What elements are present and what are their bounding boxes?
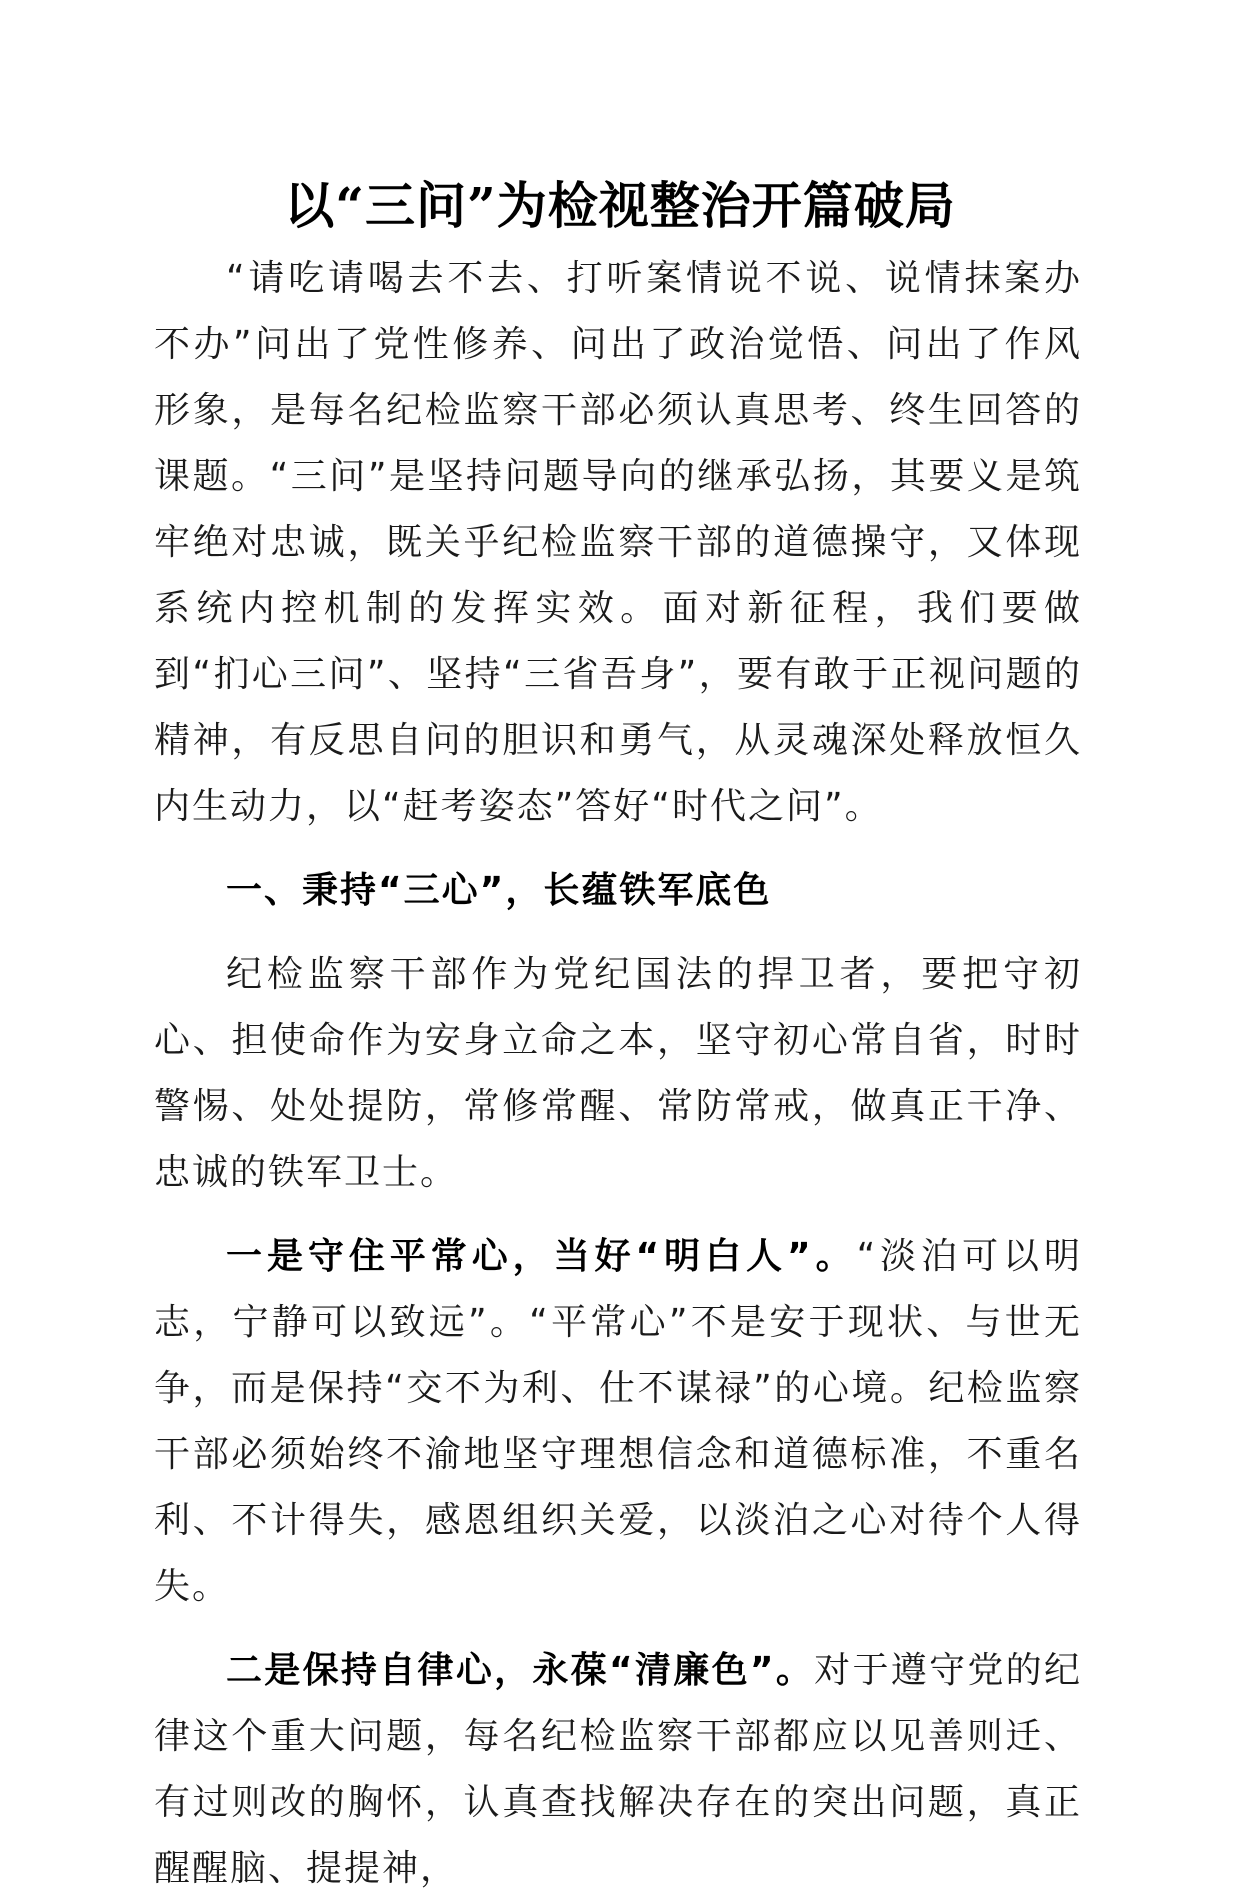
document-body: [154, 246, 1082, 1902]
section-heading-1: 一、秉持“三心”，长蕴铁军底色: [226, 870, 772, 911]
point-1-text: “淡泊可以明志，宁静可以致远”。“平常心”不是安于现状、与世无争，而是保持“交不为利、仕不谋禄”的心境。纪检监察干部必须始终不渝地坚守理想信念和道德标准，不重名利、不计得失，感恩组织关爱，以淡泊之心对待个人得失。: [154, 1236, 1082, 1607]
section-1-paragraph: 纪检监察干部作为党纪国法的捍卫者，要把守初心、担使命作为安身立命之本，坚守初心常自省，时时警惕、处处提防，常修常醒、常防常戒，做真正干净、忠诚的铁军卫士。: [154, 954, 1082, 1193]
intro-paragraph: “请吃请喝去不去、打听案情说不说、说情抹案办不办”问出了党性修养、问出了政治觉悟、问出了作风形象，是每名纪检监察干部必须认真思考、终生回答的课题。“三问”是坚持问题导向的继承弘扬，其要义是筑牢绝对忠诚，既关乎纪检监察干部的道德操守，又体现系统内控机制的发挥实效。面对新征程，我们要做到“扪心三问”、坚持“三省吾身”，要有敢于正视问题的精神，有反思自问的胆识和勇气，从灵魂深处释放恒久内生动力，以“赶考姿态”答好“时代之问”。: [154, 258, 1082, 827]
point-1-lead: 一是守住平常心，当好“明白人”。: [226, 1236, 857, 1277]
point-1-paragraph: [154, 1224, 1082, 1620]
point-2-paragraph: [154, 1638, 1082, 1902]
document-title: 以“三问”为检视整治开篇破局: [284, 176, 956, 235]
point-2-lead: 二是保持自律心，永葆“清廉色”。: [226, 1650, 815, 1691]
point-2-text: 对于遵守党的纪律这个重大问题，每名纪检监察干部都应以见善则迁、有过则改的胸怀，认真查找解决存在的突出问题，真正醒醒脑、提提神，: [154, 1650, 1082, 1889]
